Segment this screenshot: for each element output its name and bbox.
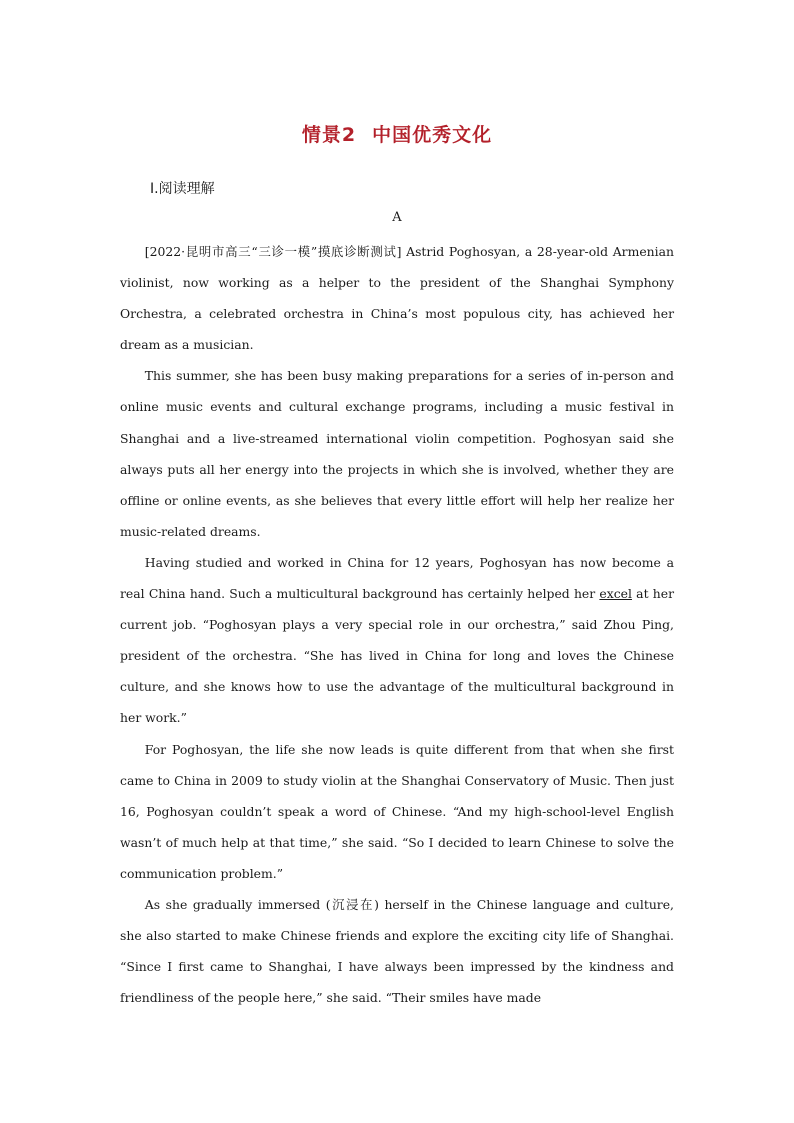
source-tag: [2022·昆明市高三“三诊一模”摸底诊断测试] (144, 244, 402, 259)
section-heading: Ⅰ.阅读理解 (150, 181, 215, 197)
passage-body (120, 236, 674, 1013)
paragraph-3 (120, 547, 674, 734)
page-title (0, 120, 794, 147)
paragraph-3-before: Having studied and worked in China for 12 years, Poghosyan has now become a real China hand. Such a multicultural background has certainly helped her (120, 554, 674, 602)
title-part-2: 中国优秀文化 (372, 124, 493, 146)
paragraph-2: This summer, she has been busy making preparations for a series of in-person and online music events and cultural exchange programs, including a music festival in Shanghai and a live-streamed international violin competition. Poghosyan said she always puts all her energy into the projects in which she is involved, whether they are offline or online events, as she believes that every little effort will help her realize her music-related dreams. (120, 368, 674, 539)
paragraph-5: As she gradually immersed (沉浸在) herself in the Chinese language and culture, she also started to make Chinese friends and explore the exciting city life of Shanghai. “Since I first came to Shanghai, I have always been impressed by the kindness and friendliness of the people here,” she said. “Their smiles have made (120, 896, 674, 1006)
title-part-1: 情景2 (301, 124, 357, 146)
passage-label: A (392, 210, 402, 225)
paragraph-1 (120, 236, 674, 360)
underlined-word: excel (599, 586, 632, 602)
paragraph-3-after: at her current job. “Poghosyan plays a very special role in our orchestra,” said Zhou Ping, president of the orchestra. “She has lived in China for long and loves the Chinese culture, and she knows how to use the advantage of the multicultural background in her work.” (120, 586, 675, 726)
paragraph-4: For Poghosyan, the life she now leads is quite different from that when she first came to China in 2009 to study violin at the Shanghai Conservatory of Music. Then just 16, Poghosyan couldn’t speak a word of Chinese. “And my high-school-level English wasn’t of much help at that time,” she said. “So I decided to learn Chinese to solve the communication problem.” (120, 741, 674, 881)
paragraph-1-text: Astrid Poghosyan, a 28-year-old Armenian violinist, now working as a helper to the president of the Shanghai Symphony Orchestra, a celebrated orchestra in China’s most populous city, has achieved her dream as a musician. (120, 244, 674, 353)
